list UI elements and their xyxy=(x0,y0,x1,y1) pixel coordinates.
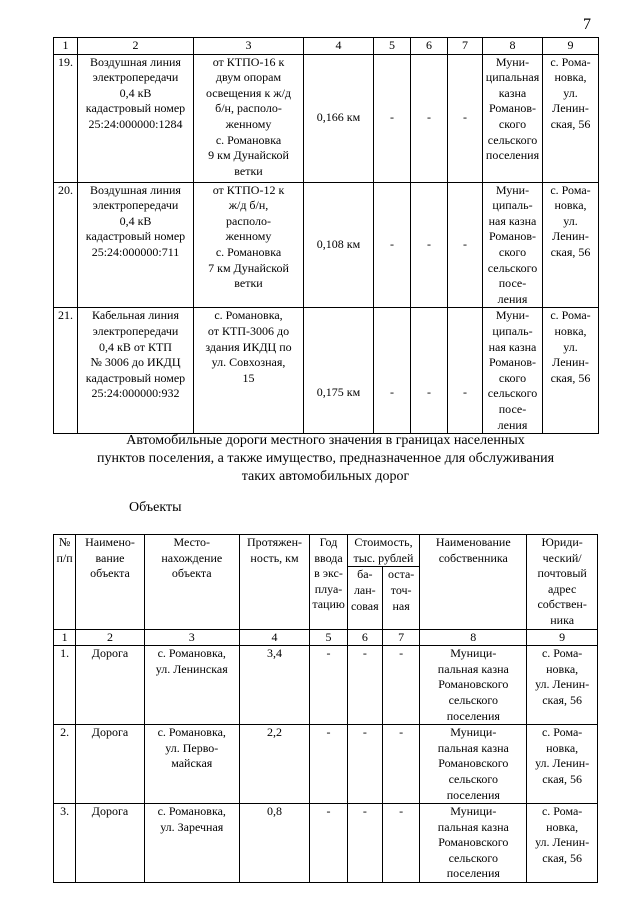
header-cost-balance: ба- лан- совая xyxy=(347,567,382,629)
header-location: Место- нахождение объекта xyxy=(144,535,239,630)
balance-cost: - xyxy=(347,725,382,804)
header-cost: Стоимость, тыс. рублей xyxy=(347,535,420,567)
owner-name: Муни- ципаль- ная казна Романов- ского сельского посе- ления xyxy=(483,308,543,434)
header-address: Юриди- ческий/ почтовый адрес собствен- ника xyxy=(527,535,598,630)
table-row xyxy=(54,725,598,804)
object-length: 0,108 км xyxy=(304,182,374,308)
header-cost-residual: оста- точ- ная xyxy=(382,567,419,629)
header-number-cell: 9 xyxy=(543,38,599,55)
object-location: с. Романовка, ул. Ленинская xyxy=(144,646,239,725)
header-number-cell: 4 xyxy=(304,38,374,55)
row-number: 3. xyxy=(54,804,76,883)
commissioning-year: - xyxy=(310,725,347,804)
header-row xyxy=(54,535,598,567)
table-row xyxy=(54,54,599,182)
row-number: 19. xyxy=(54,54,78,182)
owner-address: с. Рома- новка, ул. Ленин- ская, 56 xyxy=(527,725,598,804)
balance-cost: - xyxy=(347,804,382,883)
residual-cost: - xyxy=(382,646,419,725)
header-number-cell: 1 xyxy=(54,38,78,55)
object-name: Дорога xyxy=(76,646,145,725)
header-number-cell: 1 xyxy=(54,629,76,646)
header-number-cell: 7 xyxy=(448,38,483,55)
table-row xyxy=(54,182,599,308)
balance-cost: - xyxy=(374,182,411,308)
header-number-row xyxy=(54,38,599,55)
object-location: от КТПО-12 к ж/д б/н, располо- женному с. Романовка 7 км Дунайской ветки xyxy=(194,182,304,308)
residual-cost: - xyxy=(411,182,448,308)
header-number-cell: 5 xyxy=(310,629,347,646)
owner-name: Муни- ципаль- ная казна Романов- ского сельского посе- ления xyxy=(483,182,543,308)
owner-address: с. Рома- новка, ул. Ленин- ская, 56 xyxy=(543,54,599,182)
header-number-cell: 3 xyxy=(194,38,304,55)
row-number: 1. xyxy=(54,646,76,725)
row-number: 20. xyxy=(54,182,78,308)
balance-cost: - xyxy=(374,54,411,182)
residual-cost: - xyxy=(411,308,448,434)
residual-cost: - xyxy=(411,54,448,182)
header-number-cell: 5 xyxy=(374,38,411,55)
header-number-cell: 7 xyxy=(382,629,419,646)
owner-address: с. Рома- новка, ул. Ленин- ская, 56 xyxy=(543,308,599,434)
header-number-cell: 2 xyxy=(76,629,145,646)
header-number-cell: 2 xyxy=(78,38,194,55)
object-length: 0,8 xyxy=(239,804,310,883)
header-number-cell: 8 xyxy=(483,38,543,55)
object-name: Дорога xyxy=(76,725,145,804)
balance-cost: - xyxy=(374,308,411,434)
object-length: 0,175 км xyxy=(304,308,374,434)
extra-value: - xyxy=(448,308,483,434)
owner-name: Муници- пальная казна Романовского сельского поселения xyxy=(420,646,527,725)
section-heading: Автомобильные дороги местного значения в границах населенных пунктов поселения, а также имущество, предназначенное для обслуживания таких автомобильных дорог xyxy=(96,433,555,484)
header-number-row xyxy=(54,629,598,646)
object-name: Дорога xyxy=(76,804,145,883)
residual-cost: - xyxy=(382,804,419,883)
object-name: Воздушная линия электропередачи 0,4 кВ кадастровый номер 25:24:000000:711 xyxy=(78,182,194,308)
table-row xyxy=(54,646,598,725)
owner-address: с. Рома- новка, ул. Ленин- ская, 56 xyxy=(527,646,598,725)
header-number-cell: 6 xyxy=(347,629,382,646)
header-num: № п/п xyxy=(54,535,76,630)
header-number-cell: 6 xyxy=(411,38,448,55)
owner-name: Муници- пальная казна Романовского сельского поселения xyxy=(420,804,527,883)
object-name: Кабельная линия электропередачи 0,4 кВ от КТП № 3006 до ИКДЦ кадастровый номер 25:24:000000:932 xyxy=(78,308,194,434)
extra-value: - xyxy=(448,182,483,308)
header-name: Наимено- вание объекта xyxy=(76,535,145,630)
power-lines-table xyxy=(53,37,599,434)
owner-address: с. Рома- новка, ул. Ленин- ская, 56 xyxy=(527,804,598,883)
object-length: 2,2 xyxy=(239,725,310,804)
objects-label: Объекты xyxy=(129,500,182,515)
row-number: 2. xyxy=(54,725,76,804)
header-owner: Наименование собственника xyxy=(420,535,527,630)
header-number-cell: 9 xyxy=(527,629,598,646)
object-name: Воздушная линия электропередачи 0,4 кВ кадастровый номер 25:24:000000:1284 xyxy=(78,54,194,182)
commissioning-year: - xyxy=(310,646,347,725)
object-length: 3,4 xyxy=(239,646,310,725)
header-number-cell: 3 xyxy=(144,629,239,646)
object-location: с. Романовка, ул. Перво- майская xyxy=(144,725,239,804)
owner-address: с. Рома- новка, ул. Ленин- ская, 56 xyxy=(543,182,599,308)
owner-name: Муници- пальная казна Романовского сельского поселения xyxy=(420,725,527,804)
header-year: Год ввода в экс- плуа- тацию xyxy=(310,535,347,630)
page-number: 7 xyxy=(583,16,591,33)
residual-cost: - xyxy=(382,725,419,804)
roads-table xyxy=(53,534,598,883)
extra-value: - xyxy=(448,54,483,182)
commissioning-year: - xyxy=(310,804,347,883)
object-location: от КТПО-16 к двум опорам освещения к ж/д б/н, располо- женному с. Романовка 9 км Дунайской ветки xyxy=(194,54,304,182)
table-row xyxy=(54,308,599,434)
table-row xyxy=(54,804,598,883)
row-number: 21. xyxy=(54,308,78,434)
header-number-cell: 4 xyxy=(239,629,310,646)
balance-cost: - xyxy=(347,646,382,725)
header-length: Протяжен- ность, км xyxy=(239,535,310,630)
owner-name: Муни- ципальная казна Романов- ского сельского поселения xyxy=(483,54,543,182)
header-number-cell: 8 xyxy=(420,629,527,646)
object-length: 0,166 км xyxy=(304,54,374,182)
object-location: с. Романовка, от КТП-3006 до здания ИКДЦ по ул. Совхозная, 15 xyxy=(194,308,304,434)
object-location: с. Романовка, ул. Заречная xyxy=(144,804,239,883)
